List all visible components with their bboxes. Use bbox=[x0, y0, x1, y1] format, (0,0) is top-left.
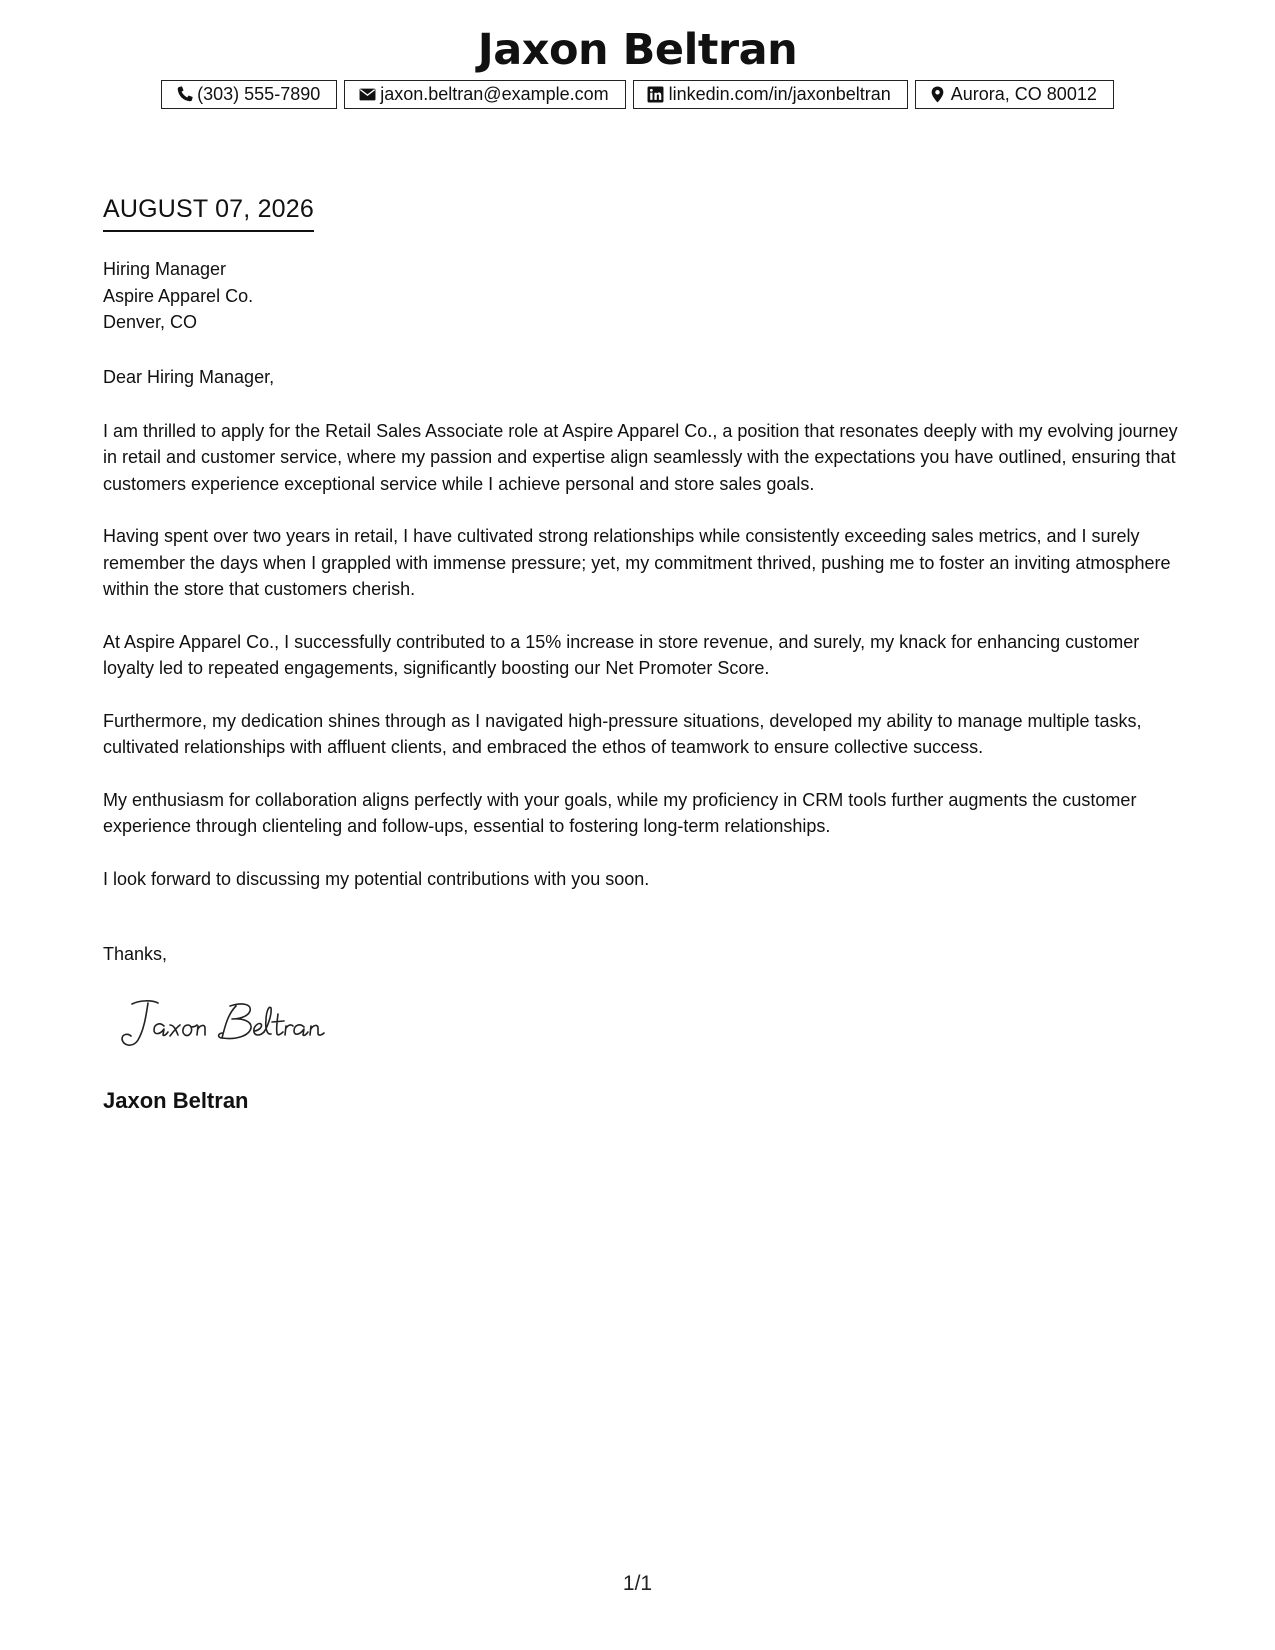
phone-icon bbox=[175, 86, 193, 104]
body-paragraph: My enthusiasm for collaboration aligns perfectly with your goals, while my proficiency in CRM tools further augments the customer experience through clienteling and follow-ups, essential to fostering long-term relationships. bbox=[103, 789, 1137, 836]
email-text: jaxon.beltran@example.com bbox=[380, 84, 609, 104]
letter-body bbox=[103, 364, 1183, 918]
body-paragraph: Furthermore, my dedication shines through as I navigated high-pressure situations, developed my ability to manage multiple tasks, cultivated relationships with affluent clients, and embraced the ethos of teamwork to ensure collective success. bbox=[103, 710, 1142, 757]
recipient-company: Aspire Apparel Co. bbox=[103, 285, 254, 306]
salutation: Dear Hiring Manager, bbox=[103, 367, 275, 387]
linkedin-icon bbox=[647, 86, 665, 104]
body-paragraph: I am thrilled to apply for the Retail Sales Associate role at Aspire Apparel Co., a position that resonates deeply with my evolving journey in retail and customer service, where my passion and expertise align seamlessly with the expectations you have outlined, ensuring that customers experience exceptional service while I achieve personal and store sales goals. bbox=[103, 420, 1178, 494]
linkedin-contact[interactable] bbox=[633, 80, 908, 109]
page-number: 1/1 bbox=[622, 1572, 653, 1595]
letter-date: AUGUST 07, 2026 bbox=[103, 195, 314, 232]
envelope-icon bbox=[358, 86, 376, 104]
location-text: Aurora, CO 80012 bbox=[950, 84, 1097, 104]
body-paragraph: I look forward to discussing my potential contributions with you soon. bbox=[103, 868, 650, 889]
phone-contact[interactable] bbox=[161, 80, 337, 109]
recipient-location: Denver, CO bbox=[103, 312, 198, 332]
body-paragraph: At Aspire Apparel Co., I successfully contributed to a 15% increase in store revenue, and surely, my knack for enhancing customer loyalty led to repeated engagements, significantly boosting our Net Promoter Score. bbox=[103, 631, 1140, 678]
recipient-title: Hiring Manager bbox=[103, 259, 227, 279]
linkedin-text: linkedin.com/in/jaxonbeltran bbox=[668, 84, 891, 104]
contact-bar bbox=[0, 80, 1275, 109]
email-contact[interactable] bbox=[344, 80, 625, 109]
recipient-address bbox=[103, 256, 253, 336]
signer-name: Jaxon Beltran bbox=[103, 1088, 249, 1113]
handwritten-signature bbox=[118, 996, 358, 1052]
closing-line: Thanks, bbox=[103, 944, 168, 964]
phone-text: (303) 555-7890 bbox=[197, 84, 321, 104]
applicant-name-heading: Jaxon Beltran bbox=[477, 25, 798, 75]
body-paragraph: Having spent over two years in retail, I have cultivated strong relationships while consistently exceeding sales metrics, and I surely remember the days when I grappled with immense pressure; yet, my commitment thrived, pushing me to foster an inviting atmosphere within the store that customers cherish. bbox=[103, 526, 1171, 599]
location-contact[interactable] bbox=[915, 80, 1114, 109]
map-pin-icon bbox=[929, 86, 947, 104]
